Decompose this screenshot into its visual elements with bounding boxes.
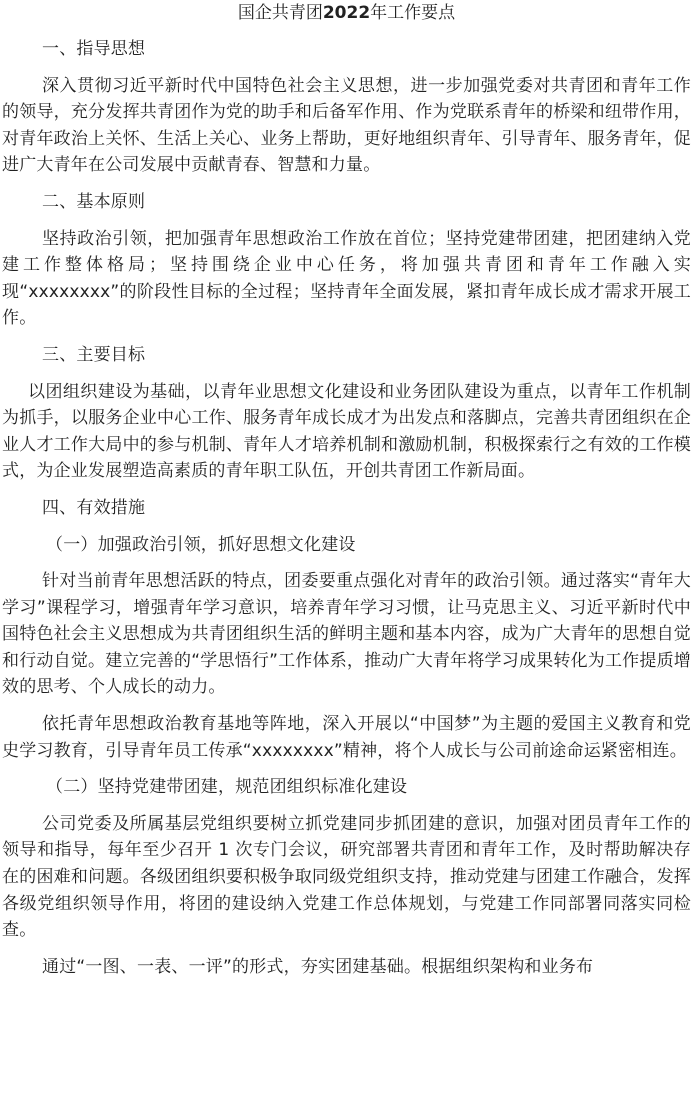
document-title — [2, 0, 691, 26]
paragraph-party-building-2: 通过“一图、一表、一评”的形式，夯实团建基础。根据组织架构和业务布 — [42, 956, 594, 977]
section-body-basic-principles: 坚持政治引领，把加强青年思想政治工作放在首位；坚持党建带团建，把团建纳入党建工作整体格局；坚持围绕企业中心任务，将加强共青团和青年工作融入实现“xxxxxxxx”的阶段性目标的全过程；坚持青年全面发展，紧扣青年成长成才需求开展工作。 — [2, 228, 691, 329]
section-heading-measures: 四、有效措施 — [42, 497, 146, 518]
section-heading-guiding-ideology: 一、指导思想 — [42, 39, 146, 59]
section-body-main-goals: 以团组织建设为基础，以青年业思想文化建设和业务团队建设为重点，以青年工作机制为抓手，以服务企业中心工作、服务青年成长成才为出发点和落脚点，完善共青团组织在企业人才工作大局中的参与机制、青年人才培养机制和激励机制，积极探索行之有效的工作模式，为企业发展塑造高素质的青年职工队伍，开创共青团工作新局面。 — [2, 381, 691, 482]
paragraph-political-guidance-1: 针对当前青年思想活跃的特点，团委要重点强化对青年的政治引领。通过落实“青年大学习”课程学习，增强青年学习意识，培养青年学习习惯，让马克思主义、习近平新时代中国特色社会主义思想成为共青团组织生活的鲜明主题和基本内容，成为广大青年的思想自觉和行动自觉。建立完善的“学思悟行”工作体系，推动广大青年将学习成果转化为工作提质增效的思考、个人成长的动力。 — [2, 571, 691, 698]
title-prefix: 国企共青团 — [237, 3, 323, 23]
title-suffix: 年工作要点 — [370, 3, 456, 23]
subsection-heading-party-building: （二）坚持党建带团建，规范团组织标准化建设 — [46, 777, 408, 798]
section-heading-basic-principles: 二、基本原则 — [42, 191, 146, 212]
section-body-guiding-ideology: 深入贯彻习近平新时代中国特色社会主义思想，进一步加强党委对共青团和青年工作的领导，充分发挥共青团作为党的助手和后备军作用、作为党联系青年的桥梁和纽带作用，对青年政治上关怀、生活上关心、业务上帮助，更好地组织青年、引导青年、服务青年，促进广大青年在公司发展中贡献青春、智慧和力量。 — [2, 75, 691, 176]
paragraph-party-building-1: 公司党委及所属基层党组织要树立抓党建同步抓团建的意识，加强对团员青年工作的领导和指导，每年至少召开 1 次专门会议，研究部署共青团和青年工作，及时帮助解决存在的困难和问题。各级团组织要积极争取同级党组织支持，推动党建与团建工作融合，发挥各级党组织领导作用，将团的建设纳入党建工作总体规划，与党建工作同部署同落实同检查。 — [2, 813, 691, 941]
title-year: 2022 — [322, 3, 371, 23]
paragraph-political-guidance-2: 依托青年思想政治教育基地等阵地，深入开展以“中国梦”为主题的爱国主义教育和党史学习教育，引导青年员工传承“xxxxxxxx”精神，将个人成长与公司前途命运紧密相连。 — [2, 714, 691, 761]
subsection-heading-political-guidance: （一）加强政治引领，抓好思想文化建设 — [46, 534, 356, 555]
section-heading-main-goals: 三、主要目标 — [42, 344, 146, 365]
